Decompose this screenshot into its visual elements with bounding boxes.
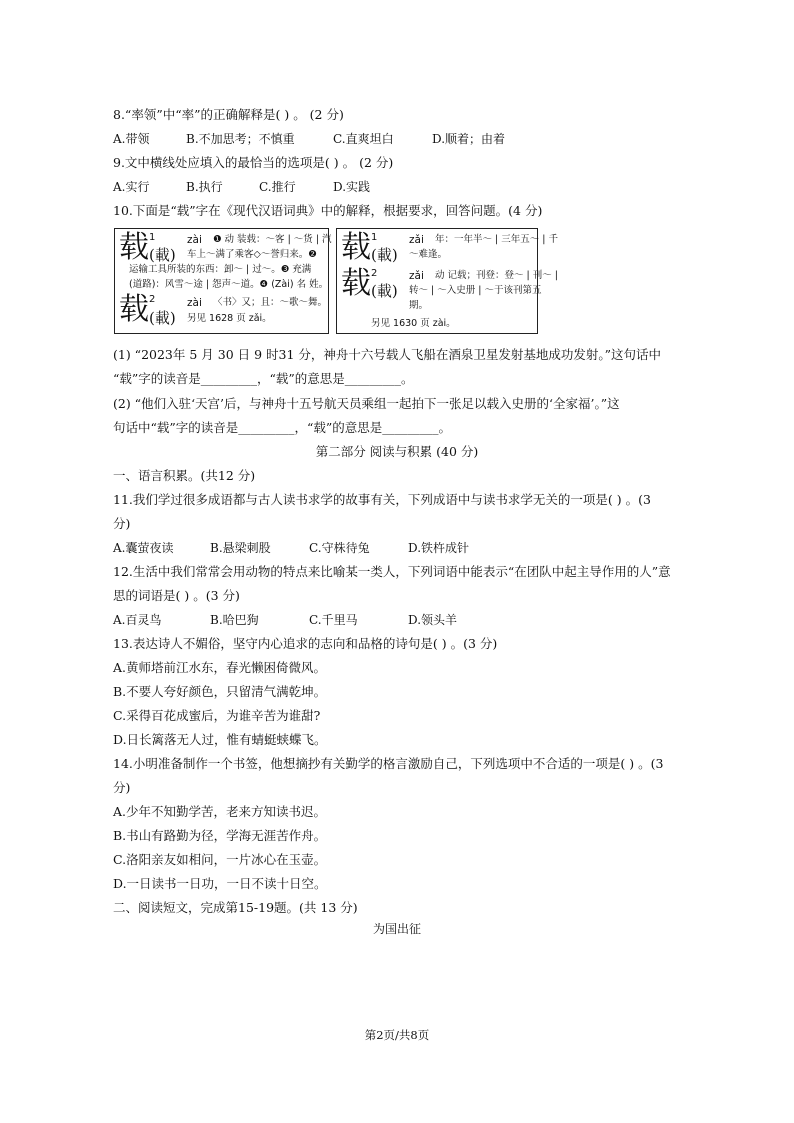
q12-option-d: D.领头羊 (408, 613, 458, 627)
q14-option-d: D.一日读书一日功，一日不读十日空。 (113, 876, 327, 891)
q10-sub1-line1: (1) “2023年 5 月 30 日 9 时31 分，神舟十六号载人飞船在酒泉卫星发射基地成功发射。”这句话中 (113, 347, 662, 362)
dict-right-char-1: 载 (341, 230, 371, 265)
dict-right-line-3: 动 记载；刊登：登～ | 刊～ | (435, 270, 558, 281)
page-footer: 第2页/共8页 (364, 1028, 430, 1042)
dict-right-pinyin-2: zǎi (409, 270, 424, 282)
dict-left-line-3: 运输工具所装的东西：卸～ | 过～。❸ 充满 (129, 264, 312, 275)
q13-stem: 13.表达诗人不媚俗，坚守内心追求的志向和品格的诗句是( ) 。(3 分) (113, 636, 498, 651)
dict-left-trad-1: (載) (149, 246, 176, 264)
q8-stem: 8.“率领”中“率”的正确解释是( ) 。 (2 分) (113, 107, 344, 122)
q8-option-d: D.顺着；由着 (432, 132, 506, 146)
q11-option-b: B.悬梁刺股 (210, 541, 271, 555)
q13-option-b: B.不要人夸好颜色，只留清气满乾坤。 (113, 684, 327, 699)
q14-stem-line1: 14.小明准备制作一个书签，他想摘抄有关勤学的格言激励自己，下列选项中不合适的一项是( ) 。(3 (113, 756, 664, 771)
q12-option-a: A.百灵鸟 (113, 613, 162, 627)
q8-option-c: C.直爽坦白 (333, 132, 394, 146)
q12-stem-line2: 思的词语是( ) 。(3 分) (113, 588, 240, 603)
dict-left-char-1: 载 (119, 230, 149, 265)
passage-title: 为国出征 (372, 922, 421, 936)
dict-right-line-5: 期。 (409, 300, 429, 311)
dict-left-line-6: 另见 1628 页 zǎi。 (187, 313, 272, 324)
q11-option-d: D.铁杵成针 (408, 541, 470, 555)
dict-right-trad-2: (載) (371, 282, 398, 300)
q14-option-c: C.洛阳亲友如相问，一片冰心在玉壶。 (113, 852, 327, 867)
q11-option-c: C.守株待兔 (309, 541, 370, 555)
q10-sub2-line2: 句话中“载”字的读音是_________，“载”的意思是_________。 (113, 420, 452, 435)
q9-option-d: D.实践 (333, 180, 371, 194)
q11-stem-line2: 分) (113, 516, 131, 531)
q12-stem-line1: 12.生活中我们常常会用动物的特点来比喻某一类人，下列词语中能表示“在团队中起主导作用的人”意 (113, 564, 671, 579)
dict-right-sup-2: 2 (371, 268, 378, 279)
dict-left-pinyin-2: zài (187, 297, 202, 309)
q9-option-a: A.实行 (113, 180, 150, 194)
dict-right-line-4: 转～ | ～入史册 | ～于该刊第五 (409, 285, 542, 296)
q13-option-c: C.采得百花成蜜后，为谁辛苦为谁甜? (113, 708, 321, 723)
dict-right-sup-1: 1 (371, 232, 378, 243)
q8-option-a: A.带领 (113, 132, 150, 146)
dict-left-pinyin-1: zài (187, 234, 202, 246)
dict-left-line-4: (道路)：风雪～途 | 怨声～道。❹ (Zài) 名 姓。 (129, 279, 329, 290)
dict-right-pinyin-1: zǎi (409, 234, 424, 246)
q13-option-a: A.黄师塔前江水东，春光懒困倚微风。 (113, 660, 327, 675)
dictionary-entry-left (114, 228, 332, 334)
section2-heading: 二、阅读短文，完成第15-19题。(共 13 分) (113, 900, 358, 915)
dict-left-trad-2: (載) (149, 309, 176, 327)
dict-right-note: 另见 1630 页 zài。 (371, 318, 456, 329)
q12-option-b: B.哈巴狗 (210, 613, 259, 627)
q12-option-c: C.千里马 (309, 613, 358, 627)
dict-left-line-5: 〈书〉又；且：～歌～舞。 (213, 297, 328, 308)
q9-stem: 9.文中横线处应填入的最恰当的选项是( ) 。 (2 分) (113, 155, 394, 170)
q14-option-a: A.少年不知勤学苦，老来方知读书迟。 (113, 804, 327, 819)
part2-heading: 第二部分 阅读与积累 (40 分) (315, 444, 479, 459)
q14-stem-line2: 分) (113, 780, 131, 795)
q11-stem-line1: 11.我们学过很多成语都与古人读书求学的故事有关，下列成语中与读书求学无关的一项是( ) 。(3 (113, 492, 651, 507)
dict-left-line-2: 车上～满了乘客◇～誉归来。❷ (187, 249, 317, 260)
q11-option-a: A.囊萤夜读 (113, 541, 174, 555)
q8-option-b: B.不加思考；不慎重 (186, 132, 295, 146)
dict-left-char-2: 载 (119, 292, 149, 327)
section1-heading: 一、语言积累。(共12 分) (113, 468, 256, 483)
q14-option-b: B.书山有路勤为径，学海无涯苦作舟。 (113, 828, 327, 843)
dict-right-line-1: 年：一年半～ | 三年五～ | 千 (435, 234, 558, 245)
q10-sub2-line1: (2) “他们入驻‘天宫’后，与神舟十五号航天员乘组一起拍下一张足以载入史册的‘全家福’。”这 (113, 396, 620, 411)
dict-left-sup-2: 2 (149, 294, 156, 305)
q10-sub1-line2: “载”字的读音是_________，“载”的意思是_________。 (113, 371, 414, 386)
dict-left-sup-1: 1 (149, 232, 156, 243)
dict-left-line-1: ❶ 动 装载：～客 | ～货 | 汽 (213, 234, 332, 245)
dictionary-entry-right (336, 228, 558, 334)
q9-option-c: C.推行 (259, 180, 296, 194)
dict-right-line-2: ～难逢。 (409, 249, 448, 260)
q13-option-d: D.日长篱落无人过，惟有蜻蜓蛱蝶飞。 (113, 732, 327, 747)
q9-option-b: B.执行 (186, 180, 223, 194)
dict-right-trad-1: (載) (371, 246, 398, 264)
dict-right-char-2: 载 (341, 266, 371, 301)
q10-stem: 10.下面是“载”字在《现代汉语词典》中的解释，根据要求，回答问题。(4 分) (113, 203, 543, 218)
